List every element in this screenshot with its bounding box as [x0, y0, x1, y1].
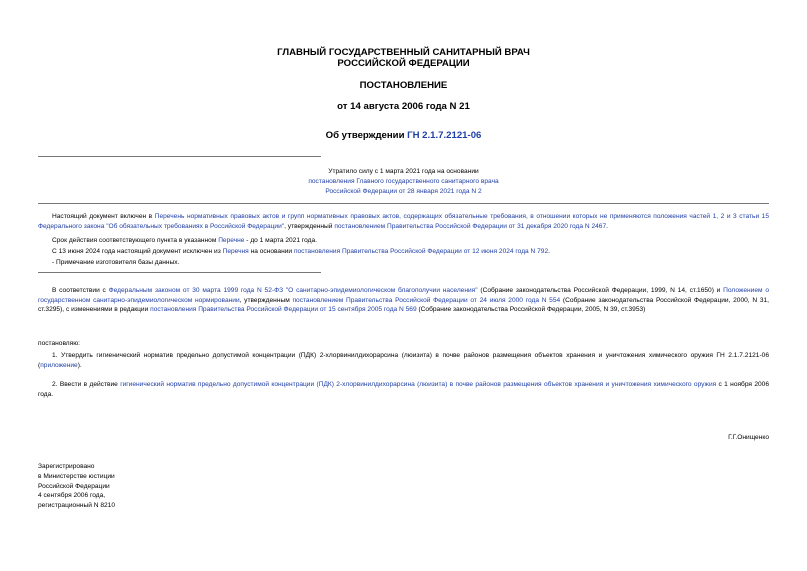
registration-line: Зарегистрировано — [38, 463, 95, 470]
item-2: 2. Ввести в действие гигиенический норматив предельно допустимой концентрации (ПДК) 2-хлорвинилдихорарсина (люизита) в почве районов размещения объектов хранения и уничтожения химического оружия с 1 ноября 2006 года. — [38, 381, 769, 398]
note-inclusion: Настоящий документ включен в Перечень нормативных правовых актов и групп нормативных правовых актов, содержащих обязательные требования, в отношении которых не применяются положения частей 1, 2 и 3 статьи 15 Федерального закона "Об обязательных требованиях в Российской Федерации", утвержденный постановлением Правительства Российской Федерации от 31 декабря 2020 года N 2467. — [38, 213, 769, 230]
link-appendix[interactable]: приложение — [40, 361, 78, 369]
note-link-resolution-2024[interactable]: постановления Правительства Российской Федерации от 12 июня 2024 года N 792 — [293, 248, 549, 255]
registration-line: Российской Федерации — [38, 482, 110, 490]
note-link-list[interactable]: Перечень нормативных правовых актов и групп нормативных правовых актов, содержащих обязательные требования, в отношении которых не применяются положения частей 1, 2 и 3 статьи 15 Федерального закона "Об обязательных требованиях в Российской Федерации" — [38, 213, 769, 230]
registration-line: в Министерстве юстиции — [38, 472, 115, 480]
note-exclusion: С 13 июня 2024 года настоящий документ исключен из Перечня на основании постановления Правительства Российской Федерации от 12 июня 2024 года N 792. — [52, 248, 550, 255]
divider — [38, 272, 321, 273]
link-regulation[interactable]: Положением о государственном санитарно-эпидемиологическом нормировании — [38, 287, 769, 304]
document-subject — [38, 130, 769, 142]
link-resolution-2005[interactable]: постановления Правительства Российской Федерации от 15 сентября 2005 года N 569 — [150, 306, 417, 313]
status-line-1: Утратило силу с 1 марта 2021 года на основании — [328, 168, 479, 175]
note-manufacturer: - Примечание изготовителя базы данных. — [52, 259, 180, 266]
link-federal-law[interactable]: Федеральным законом от 30 марта 1999 года N 52-ФЗ "О санитарно-эпидемиологическом благополучии населения" — [108, 287, 478, 294]
note-link-resolution[interactable]: постановлением Правительства Российской Федерации от 31 декабря 2020 года N 2467 — [334, 222, 607, 230]
link-hygienic-standard[interactable]: гигиенический норматив предельно допустимой концентрации (ПДК) 2-хлорвинилдихорарсина (люизита) в почве районов размещения объектов хранения и уничтожения химического оружия — [120, 381, 717, 388]
note-validity: Срок действия соответствующего пункта в указанном Перечне - до 1 марта 2021 года. — [52, 237, 317, 244]
divider — [38, 156, 321, 157]
document-type: ПОСТАНОВЛЕНИЕ — [359, 80, 448, 91]
note-link-list-short[interactable]: Перечне — [218, 237, 245, 244]
preamble-paragraph: В соответствии с Федеральным законом от 30 марта 1999 года N 52-ФЗ "О санитарно-эпидемиологическом благополучии населения" (Собрание законодательства Российской Федерации, 1999, N 14, ст.1650) и Положением о государственном санитарно-эпидемиологическом нормировании, утвержденным постановлением Правительства Российской Федерации от 24 июля 2000 года N 554 (Собрание законодательства Российской Федерации, 2000, N 31, ст.3295), с изменениями в редакции постановления Правительства Российской Федерации от 15 сентября 2005 года N 569 (Собрание законодательства Российской Федерации, 2005, N 39, ст.3953) — [38, 287, 769, 313]
issuer-line-2: РОССИЙСКОЙ ФЕДЕРАЦИИ — [337, 58, 470, 69]
subject-prefix: Об утверждении — [325, 130, 408, 141]
issuer-line-1: ГЛАВНЫЙ ГОСУДАРСТВЕННЫЙ САНИТАРНЫЙ ВРАЧ — [277, 47, 530, 58]
note-link-list-2[interactable]: Перечня — [222, 248, 249, 255]
registration-block — [38, 462, 115, 511]
link-resolution-2000[interactable]: постановлением Правительства Российской Федерации от 24 июля 2000 года N 554 — [292, 296, 561, 304]
item-1: 1. Утвердить гигиенический норматив предельно допустимой концентрации (ПДК) 2-хлорвинилдихорарсина (люизита) в почве районов размещения объектов хранения и уничтожения химического оружия ГН 2.1.7.2121-06 (приложение). — [38, 352, 769, 369]
decree-word: постановляю: — [38, 340, 81, 347]
document-date: от 14 августа 2006 года N 21 — [337, 101, 470, 112]
status-link-line-2[interactable]: постановления Главного государственного санитарного врача — [308, 178, 499, 185]
registration-line: регистрационный N 8210 — [38, 502, 116, 510]
divider — [38, 203, 769, 204]
signature: Г.Г.Онищенко — [728, 434, 769, 441]
registration-line: 4 сентября 2006 года, — [38, 492, 106, 500]
status-link-line-3[interactable]: Российской Федерации от 28 января 2021 года N 2 — [325, 188, 482, 195]
subject-link[interactable]: ГН 2.1.7.2121-06 — [407, 130, 482, 141]
